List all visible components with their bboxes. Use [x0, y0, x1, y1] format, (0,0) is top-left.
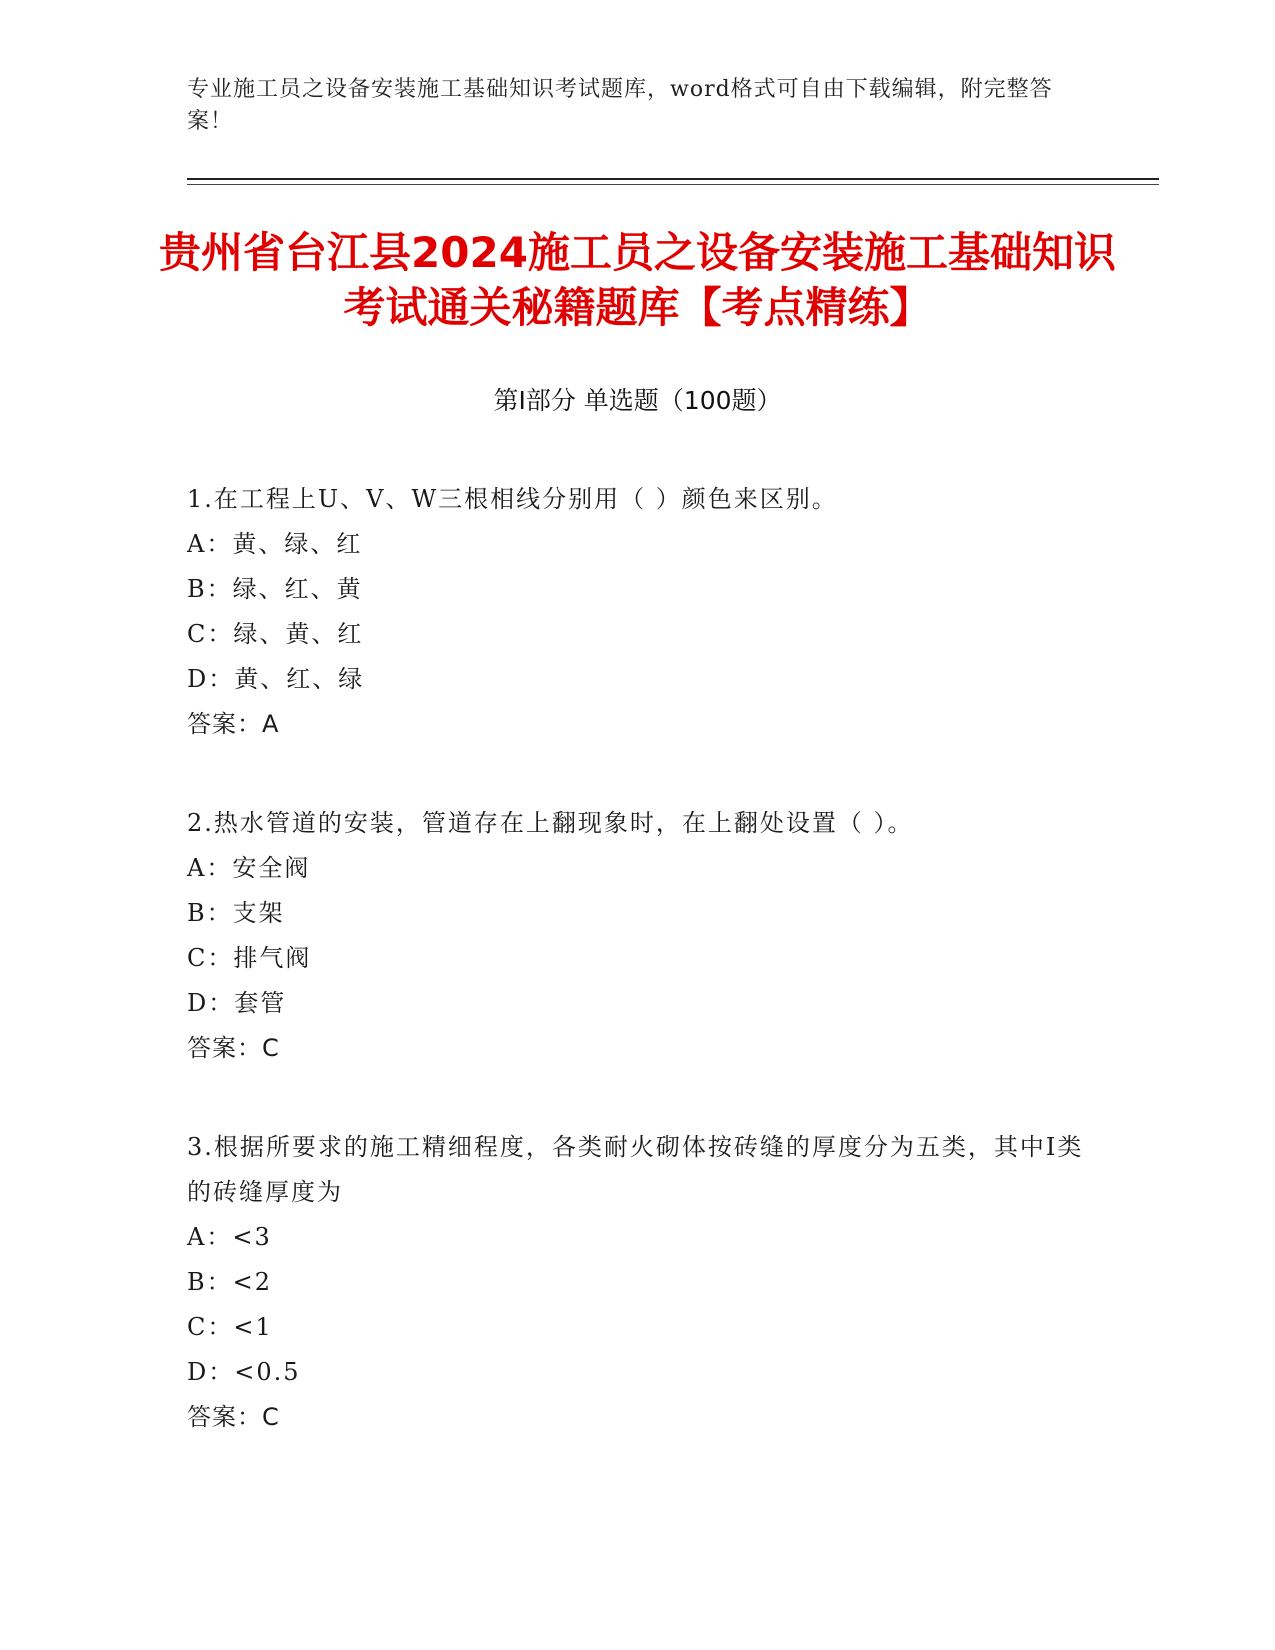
section-title: 第I部分 单选题（100题）: [493, 386, 782, 415]
question-stem: 3.根据所要求的施工精细程度，各类耐火砌体按砖缝的厚度分为五类，其中I类的砖缝厚度为: [187, 1133, 1084, 1206]
header-divider-thin: [187, 184, 1159, 185]
option-b: B：绿、红、黄: [187, 575, 363, 603]
question-list: [187, 477, 1087, 1494]
option-b: B：支架: [187, 899, 285, 927]
answer: 答案：C: [187, 1034, 280, 1062]
option-a: A：<3: [187, 1223, 272, 1251]
option-c: C：<1: [187, 1313, 273, 1341]
question-stem: 1.在工程上U、V、W三根相线分别用（ ）颜色来区别。: [187, 485, 838, 513]
option-d: D：黄、红、绿: [187, 665, 365, 693]
question-3: [187, 1125, 1087, 1440]
question-1: [187, 477, 1087, 747]
question-2: [187, 801, 1087, 1071]
option-c: C：绿、黄、红: [187, 620, 364, 648]
option-c: C：排气阀: [187, 944, 312, 972]
option-a: A：安全阀: [187, 854, 311, 882]
header-note: 专业施工员之设备安装施工基础知识考试题库，word格式可自由下载编辑，附完整答案！: [187, 77, 1053, 134]
option-b: B：<2: [187, 1268, 273, 1296]
option-d: D：套管: [187, 989, 287, 1017]
option-a: A：黄、绿、红: [187, 530, 363, 558]
answer: 答案：C: [187, 1403, 280, 1431]
answer: 答案：A: [187, 710, 280, 738]
header-divider-thick: [187, 178, 1159, 180]
question-stem: 2.热水管道的安装，管道存在上翻现象时，在上翻处设置（ ）。: [187, 809, 914, 837]
document-title: 贵州省台江县2024施工员之设备安装施工基础知识考试通关秘籍题库【考点精练】: [159, 228, 1116, 332]
option-d: D：<0.5: [187, 1358, 301, 1386]
